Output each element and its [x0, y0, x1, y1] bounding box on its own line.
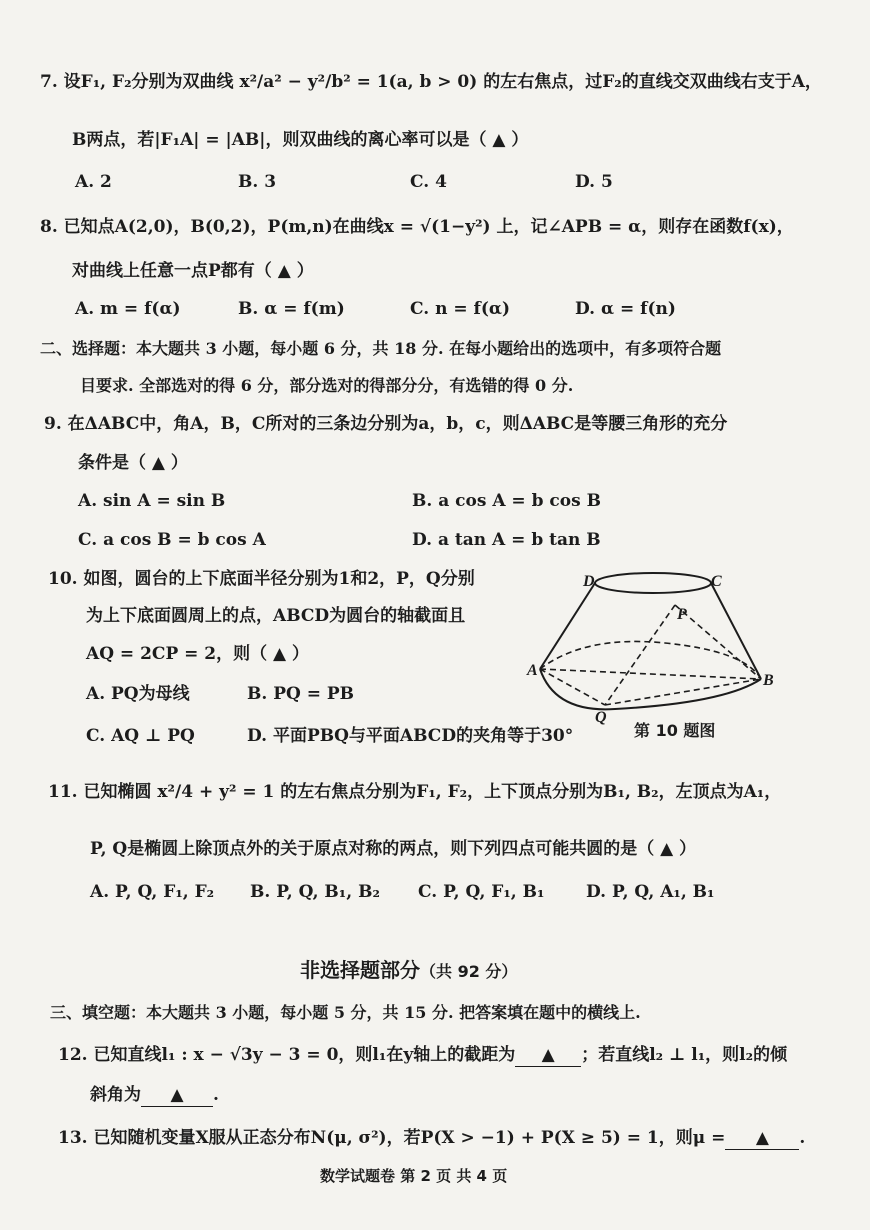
q11-option-d: D. P, Q, A₁, B₁	[586, 882, 715, 902]
q12-line2	[90, 1083, 219, 1107]
q12-text-1: 12. 已知直线l₁ : x − √3y − 3 = 0，则l₁在y轴上的截距为	[58, 1045, 516, 1065]
slant-edge-left	[540, 583, 595, 669]
q8-option-a: A. m = f(α)	[75, 299, 181, 319]
q9-line1: 9. 在ΔABC中，角A，B，C所对的三条边分别为a，b，c，则ΔABC是等腰三角形的充分	[44, 414, 728, 434]
q12-line1	[58, 1043, 787, 1067]
q10-option-b: B. PQ = PB	[247, 684, 355, 704]
q11-option-a: A. P, Q, F₁, F₂	[90, 882, 215, 902]
q12-text-2: ；若直线l₂ ⊥ l₁，则l₂的倾	[581, 1045, 788, 1065]
segment-ab	[540, 669, 761, 679]
figure-caption: 第 10 题图	[634, 721, 716, 740]
q7-option-a: A. 2	[75, 172, 112, 192]
segment-pq	[605, 605, 675, 705]
q8-line1: 8. 已知点A(2,0)，B(0,2)，P(m,n)在曲线x = √(1−y²) 上，记∠APB = α，则存在函数f(x)，	[40, 217, 794, 237]
q12-text-3: 斜角为	[90, 1085, 141, 1105]
section-2-line1: 二、选择题：本大题共 3 小题，每小题 6 分，共 18 分. 在每小题给出的选项中，有多项符合题	[40, 339, 722, 358]
q12-period: .	[213, 1085, 219, 1105]
q11-line2: P, Q是椭圆上除顶点外的关于原点对称的两点，则下列四点可能共圆的是（ ▲ ）	[90, 839, 697, 859]
part-2-score: （共 92 分）	[420, 962, 518, 981]
q8-option-d: D. α = f(n)	[575, 299, 676, 319]
q10-option-c: C. AQ ⊥ PQ	[86, 726, 195, 746]
segment-qb	[605, 679, 761, 705]
q8-line2: 对曲线上任意一点P都有（ ▲ ）	[72, 261, 314, 281]
q7-option-d: D. 5	[575, 172, 613, 192]
q9-line2: 条件是（ ▲ ）	[78, 453, 188, 473]
q9-option-c: C. a cos B = b cos A	[78, 530, 266, 550]
q8-option-c: C. n = f(α)	[410, 299, 510, 319]
label-a: A	[527, 662, 538, 679]
q10-line3: AQ = 2CP = 2，则（ ▲ ）	[86, 644, 310, 664]
label-p: P	[677, 606, 687, 623]
section-3-header: 三、填空题：本大题共 3 小题，每小题 5 分，共 15 分. 把答案填在题中的横线上.	[50, 1003, 641, 1022]
q10-line2: 为上下底面圆周上的点，ABCD为圆台的轴截面且	[86, 606, 466, 626]
q9-option-b: B. a cos A = b cos B	[412, 491, 601, 511]
q7-option-c: C. 4	[410, 172, 447, 192]
q11-option-b: B. P, Q, B₁, B₂	[250, 882, 380, 902]
frustum-figure	[525, 565, 785, 725]
blank-marker-icon: ▲	[170, 1085, 184, 1105]
q10-line1: 10. 如图，圆台的上下底面半径分别为1和2，P，Q分别	[48, 569, 475, 589]
part-2-title	[300, 954, 517, 983]
q13-line	[58, 1126, 805, 1150]
q7-line1: 7. 设F₁, F₂分别为双曲线 x²/a² − y²/b² = 1(a, b > 0) 的左右焦点，过F₂的直线交双曲线右支于A，	[40, 72, 822, 92]
blank-marker-icon: ▲	[755, 1128, 769, 1148]
q10-option-a: A. PQ为母线	[86, 684, 190, 704]
bottom-base-front-arc	[540, 669, 761, 709]
q11-option-c: C. P, Q, F₁, B₁	[418, 882, 545, 902]
label-d: D	[583, 573, 595, 590]
segment-pb	[675, 605, 761, 679]
q12-blank-1[interactable]	[515, 1044, 581, 1067]
blank-marker-icon: ▲	[541, 1045, 555, 1065]
q13-period: .	[799, 1128, 806, 1148]
q9-option-a: A. sin A = sin B	[78, 491, 226, 511]
q12-blank-2[interactable]	[141, 1084, 213, 1107]
slant-edge-right	[711, 583, 761, 679]
q7-line2: B两点，若|F₁A| = |AB|，则双曲线的离心率可以是（ ▲ ）	[72, 130, 529, 150]
q13-blank[interactable]	[725, 1127, 799, 1150]
q9-option-d: D. a tan A = b tan B	[412, 530, 601, 550]
part-2-title-text: 非选择题部分	[300, 958, 420, 982]
label-b: B	[763, 672, 774, 689]
q8-option-b: B. α = f(m)	[238, 299, 345, 319]
q10-option-d: D. 平面PBQ与平面ABCD的夹角等于30°	[247, 726, 574, 746]
section-2-line2: 目要求. 全部选对的得 6 分，部分选对的得部分分，有选错的得 0 分.	[80, 376, 574, 395]
q7-option-b: B. 3	[238, 172, 277, 192]
q11-line1: 11. 已知椭圆 x²/4 + y² = 1 的左右焦点分别为F₁, F₂，上下顶点分别为B₁, B₂，左顶点为A₁，	[48, 782, 782, 802]
label-q: Q	[595, 709, 607, 725]
top-base-circle	[595, 573, 711, 593]
q13-text: 13. 已知随机变量X服从正态分布N(μ, σ²)，若P(X > −1) + P(X ≥ 5) = 1，则μ =	[58, 1128, 726, 1148]
label-c: C	[711, 573, 722, 590]
page-footer: 数学试题卷 第 2 页 共 4 页	[320, 1167, 508, 1185]
